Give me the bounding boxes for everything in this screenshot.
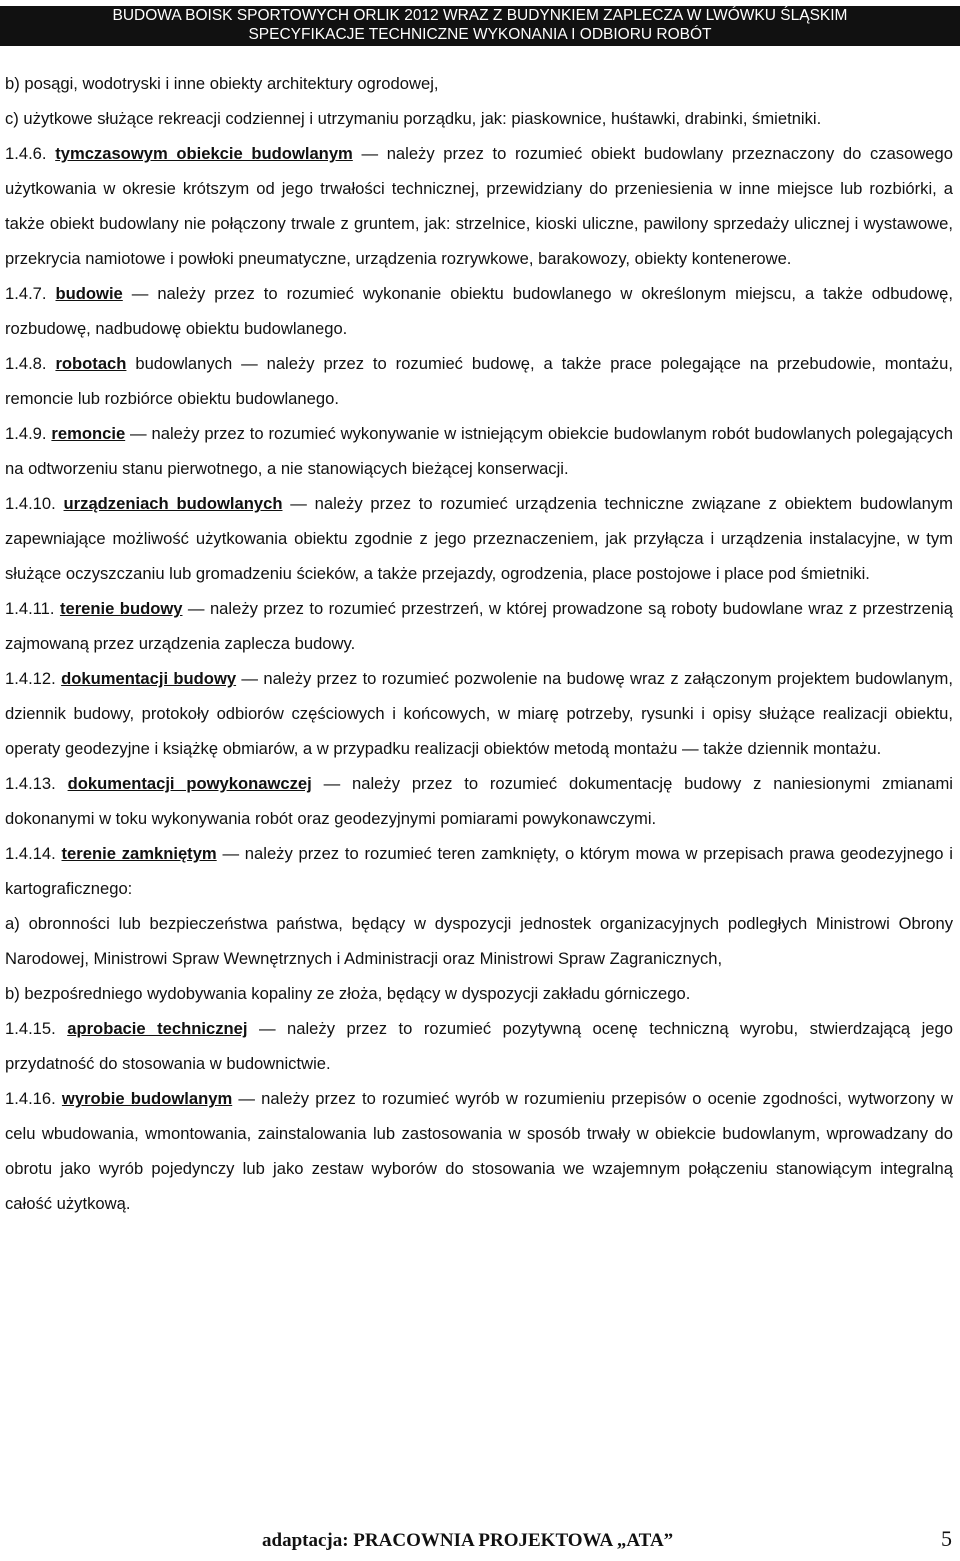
paragraph	[5, 346, 953, 416]
definition-term: aprobacie technicznej	[67, 1019, 248, 1038]
section-number: 1.4.9.	[5, 424, 47, 443]
definition-term: budowie	[55, 284, 123, 303]
section-number: 1.4.15.	[5, 1019, 56, 1038]
document-body	[5, 66, 953, 1221]
paragraph	[5, 661, 953, 766]
paragraph	[5, 276, 953, 346]
definition-term: robotach	[55, 354, 127, 373]
paragraph-text: — należy przez to rozumieć pozytywną ocenę techniczną wyrobu, stwierdzającą jego przydatność do stosowania w budownictwie.	[5, 1019, 953, 1073]
paragraph-text: — należy przez to rozumieć wyrób w rozumieniu przepisów o ocenie zgodności, wytworzony w celu wbudowania, wmontowania, zainstalowania lub zastosowania w sposób trwały w obiekcie budowlanym, wprowadzany do obrotu jako wyrób pojedynczy lub jako zestaw wyborów do stosowania we wzajemnym połączeniu stanowiącym integralną całość użytkową.	[5, 1089, 953, 1213]
page-footer	[262, 1526, 952, 1558]
header-subtitle: SPECYFIKACJE TECHNICZNE WYKONANIA I ODBIORU ROBÓT	[248, 26, 712, 43]
paragraph	[5, 766, 953, 836]
paragraph	[5, 1081, 953, 1221]
paragraph-text: b) posągi, wodotryski i inne obiekty architektury ogrodowej,	[5, 74, 439, 93]
paragraph-text: c) użytkowe służące rekreacji codziennej i utrzymaniu porządku, jak: piaskownice, huśtawki, drabinki, śmietniki.	[5, 109, 822, 128]
section-number: 1.4.8.	[5, 354, 47, 373]
paragraph	[5, 66, 953, 101]
section-number: 1.4.12.	[5, 669, 56, 688]
paragraph-text: — należy przez to rozumieć obiekt budowlany przeznaczony do czasowego użytkowania w okresie krótszym od jego trwałości technicznej, przewidziany do przeniesienia w inne miejsce lub rozbiórki, a także obiekt budowlany nie połączony trwale z gruntem, jak: strzelnice, kioski uliczne, pawilony sprzedaży ulicznej i wystawowe, przekrycia namiotowe i powłoki pneumatyczne, urządzenia rozrywkowe, barakowozy, obiekty kontenerowe.	[5, 144, 953, 268]
paragraph	[5, 136, 953, 276]
section-number: 1.4.11.	[5, 599, 55, 618]
paragraph	[5, 1011, 953, 1081]
paragraph-text: budowlanych — należy przez to rozumieć budowę, a także prace polegające na przebudowie, montażu, remoncie lub rozbiórce obiektu budowlanego.	[5, 354, 953, 408]
paragraph-text: — należy przez to rozumieć wykonywanie w istniejącym obiekcie budowlanym robót budowlanych polegających na odtworzeniu stanu pierwotnego, a nie stanowiących bieżącej konserwacji.	[5, 424, 953, 478]
section-number: 1.4.16.	[5, 1089, 56, 1108]
definition-term: wyrobie budowlanym	[61, 1089, 233, 1108]
section-number: 1.4.14.	[5, 844, 56, 863]
header-title: BUDOWA BOISK SPORTOWYCH ORLIK 2012 WRAZ Z BUDYNKIEM ZAPLECZA W LWÓWKU ŚLĄSKIM	[112, 7, 848, 24]
paragraph-text: — należy przez to rozumieć przestrzeń, w której prowadzone są roboty budowlane wraz z przestrzenią zajmowaną przez urządzenia zaplecza budowy.	[5, 599, 953, 653]
paragraph-text: — należy przez to rozumieć dokumentację budowy z naniesionymi zmianami dokonanymi w toku wykonywania robót oraz geodezyjnymi pomiarami powykonawczymi.	[5, 774, 953, 828]
definition-term: dokumentacji powykonawczej	[67, 774, 312, 793]
definition-term: urządzeniach budowlanych	[63, 494, 283, 513]
paragraph	[5, 976, 953, 1011]
definition-term: terenie budowy	[59, 599, 183, 618]
section-number: 1.4.6.	[5, 144, 47, 163]
paragraph	[5, 591, 953, 661]
section-number: 1.4.10.	[5, 494, 56, 513]
paragraph-text: — należy przez to rozumieć wykonanie obiektu budowlanego w określonym miejscu, a także odbudowę, rozbudowę, nadbudowę obiektu budowlanego.	[5, 284, 953, 338]
page-number: 5	[941, 1526, 952, 1551]
paragraph-text: — należy przez to rozumieć urządzenia techniczne związane z obiektem budowlanym zapewniające możliwość użytkowania obiektu zgodnie z jego przeznaczeniem, jak przyłącza i urządzenia instalacyjne, w tym służące oczyszczaniu lub gromadzeniu ścieków, a także przejazdy, ogrodzenia, place postojowe i place pod śmietniki.	[5, 494, 953, 583]
section-number: 1.4.13.	[5, 774, 56, 793]
paragraph	[5, 836, 953, 906]
section-number: 1.4.7.	[5, 284, 47, 303]
paragraph-text: — należy przez to rozumieć teren zamknięty, o którym mowa w przepisach prawa geodezyjnego i kartograficznego:	[5, 844, 953, 898]
paragraph-text: b) bezpośredniego wydobywania kopaliny ze złoża, będący w dyspozycji zakładu górniczego.	[5, 984, 691, 1003]
paragraph	[5, 416, 953, 486]
definition-term: remoncie	[51, 424, 126, 443]
definition-term: tymczasowym obiekcie budowlanym	[55, 144, 353, 163]
paragraph	[5, 101, 953, 136]
paragraph	[5, 906, 953, 976]
paragraph	[5, 486, 953, 591]
document-header	[0, 6, 960, 46]
paragraph-text: a) obronności lub bezpieczeństwa państwa, będący w dyspozycji jednostek organizacyjnych podległych Ministrowi Obrony Narodowej, Ministrowi Spraw Wewnętrznych i Administracji oraz Ministrowi Spraw Zagranicznych,	[5, 914, 953, 968]
paragraph-text: — należy przez to rozumieć pozwolenie na budowę wraz z załączonym projektem budowlanym, dziennik budowy, protokoły odbiorów częściowych i końcowych, w miarę potrzeby, rysunki i opisy służące realizacji obiektu, operaty geodezyjne i książkę obmiarów, a w przypadku realizacji obiektów metodą montażu — także dziennik montażu.	[5, 669, 953, 758]
definition-term: dokumentacji budowy	[61, 669, 237, 688]
definition-term: terenie zamkniętym	[61, 844, 217, 863]
footer-label: adaptacja: PRACOWNIA PROJEKTOWA „ATA”	[262, 1530, 674, 1551]
